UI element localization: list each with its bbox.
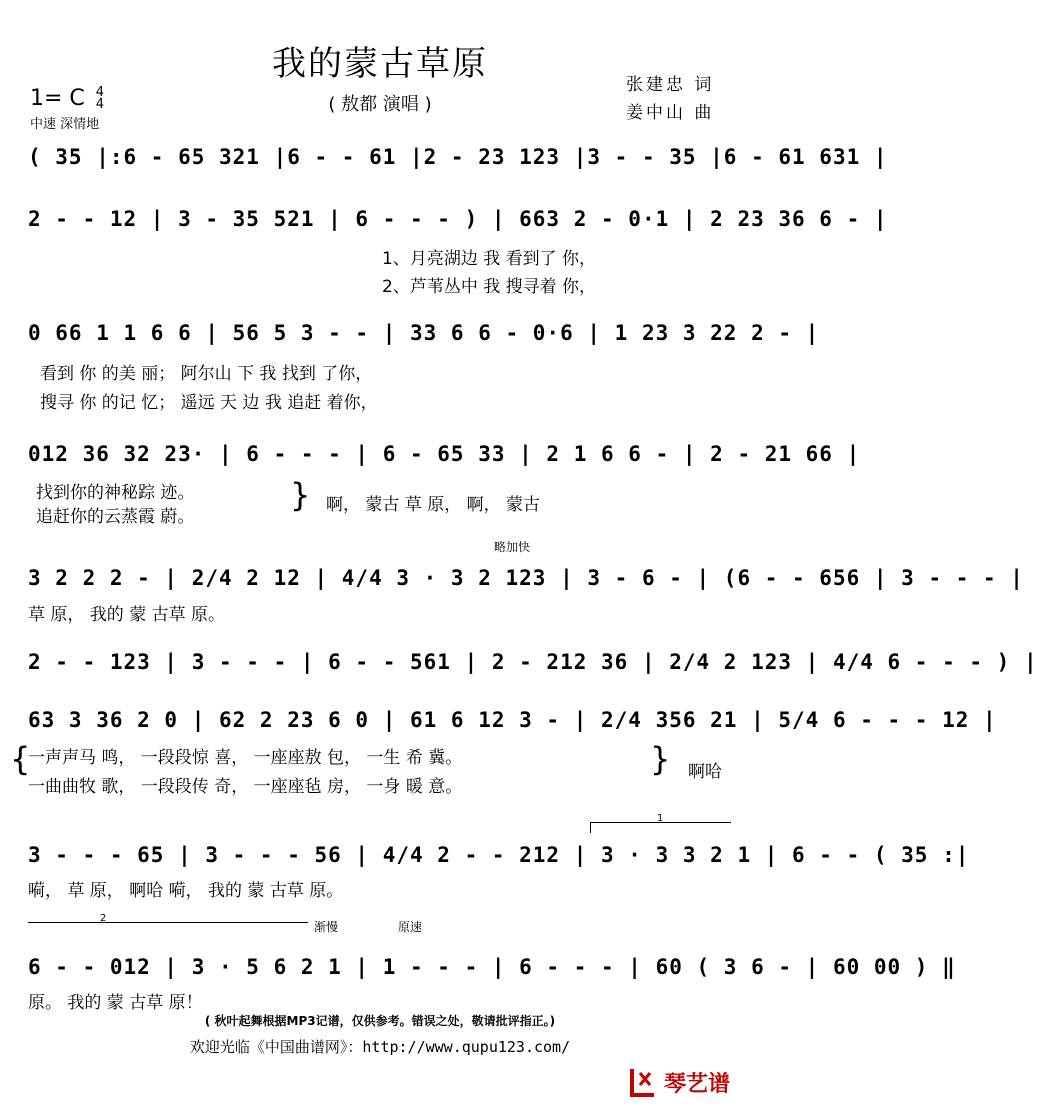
lyric-line-7-verse-2: 一曲曲牧 歌， 一段段传 奇， 一座座毡 房， 一身 暖 意。	[28, 777, 463, 797]
volta-2-number: 2	[100, 913, 107, 924]
logo-mark-icon	[626, 1065, 660, 1099]
lyric-line-4-verse-1: 找到你的神秘踪 迹。	[36, 483, 195, 503]
brace-line-4: }	[290, 476, 311, 514]
brace-line-7-right: }	[650, 740, 671, 778]
score-line-8: 3 - - - 65 | 3 - - - 56 | 4/4 2 - - 212 | 3 · 3 3 2 1 | 6 - - ( 35 :|	[28, 843, 970, 867]
lyric-line-3-verse-1: 看到 你 的美 丽； 阿尔山 下 我 找到 了你，	[40, 364, 373, 384]
score-line-3: 0 66 1 1 6 6 | 56 5 3 - - | 33 6 6 - 0·6 | 1 23 3 22 2 - |	[28, 321, 820, 345]
lyric-line-4-verse-2: 追赶你的云蒸霞 蔚。	[36, 507, 195, 527]
lyricist-credit: 张建忠 词	[626, 75, 715, 95]
ritardando-marker: 渐慢	[314, 920, 339, 934]
lyric-line-5: 草 原， 我的 蒙 古草 原。	[28, 605, 226, 625]
transcriber-note: ( 秋叶起舞根据MP3记谱，仅供参考。错误之处，敬请批评指正。)	[204, 1014, 556, 1028]
time-numerator: 4	[95, 85, 105, 100]
singer-credit: ( 敖都 演唱 )	[328, 94, 432, 115]
lyric-line-9: 原。 我的 蒙 古草 原！	[28, 993, 203, 1013]
lyric-line-3-verse-2: 搜寻 你 的记 忆； 遥远 天 边 我 追赶 着你，	[40, 393, 378, 413]
lyric-line-7-verse-1: 一声声马 鸣， 一段段惊 喜， 一座座敖 包， 一生 希 冀。	[28, 748, 463, 768]
volta-1-number: 1	[657, 813, 664, 824]
logo-text: 琴艺谱	[664, 1072, 731, 1097]
score-line-7: 63 3 36 2 0 | 62 2 23 6 0 | 61 6 12 3 - | 2/4 356 21 | 5/4 6 - - - 12 |	[28, 708, 997, 732]
score-line-5: 3 2 2 2 - | 2/4 2 12 | 4/4 3 · 3 2 123 | 3 - 6 - | (6 - - 656 | 3 - - - |	[28, 566, 1024, 590]
chorus-line-4: 啊， 蒙古 草 原， 啊， 蒙古	[326, 495, 541, 515]
tempo-change-marker: 略加快	[494, 540, 531, 554]
score-line-9: 6 - - 012 | 3 · 5 6 2 1 | 1 - - - | 6 - - - | 60 ( 3 6 - | 60 00 ) ‖	[28, 955, 956, 979]
key-signature	[30, 86, 104, 111]
site-logo	[626, 1065, 751, 1099]
score-line-1: ( 35 |:6 - 65 321 |6 - - 61 |2 - 23 123 |3 - - 35 |6 - 61 631 |	[28, 145, 888, 169]
page-title: 我的蒙古草原	[272, 44, 488, 84]
volta-2-bracket	[28, 913, 308, 933]
chorus-line-7: 啊哈	[688, 762, 722, 782]
lyric-line-2-verse-2: 2、芦苇丛中 我 搜寻着 你，	[382, 277, 597, 297]
a-tempo-marker: 原速	[398, 920, 423, 934]
score-line-2: 2 - - 12 | 3 - 35 521 | 6 - - - ) | 663 2 - 0·1 | 2 23 36 6 - |	[28, 207, 888, 231]
lyric-line-8: 嗬， 草 原， 啊哈 嗬， 我的 蒙 古草 原。	[28, 881, 344, 901]
site-credit[interactable]: 欢迎光临《中国曲谱网》：http://www.qupu123.com/	[189, 1038, 571, 1056]
volta-1-bracket	[590, 813, 731, 833]
composer-credit: 姜中山 曲	[626, 103, 715, 123]
key-label: 1= C	[30, 86, 85, 111]
score-line-4: 012 36 32 23· | 6 - - - | 6 - 65 33 | 2 1 6 6 - | 2 - 21 66 |	[28, 442, 861, 466]
time-signature	[96, 87, 104, 111]
brace-line-7-left: {	[10, 740, 31, 778]
score-line-6: 2 - - 123 | 3 - - - | 6 - - 561 | 2 - 212 36 | 2/4 2 123 | 4/4 6 - - - ) |	[28, 650, 1038, 674]
time-denominator: 4	[95, 97, 105, 112]
lyric-line-2-verse-1: 1、月亮湖边 我 看到了 你，	[382, 249, 597, 269]
tempo-marking: 中速 深情地	[30, 117, 100, 132]
